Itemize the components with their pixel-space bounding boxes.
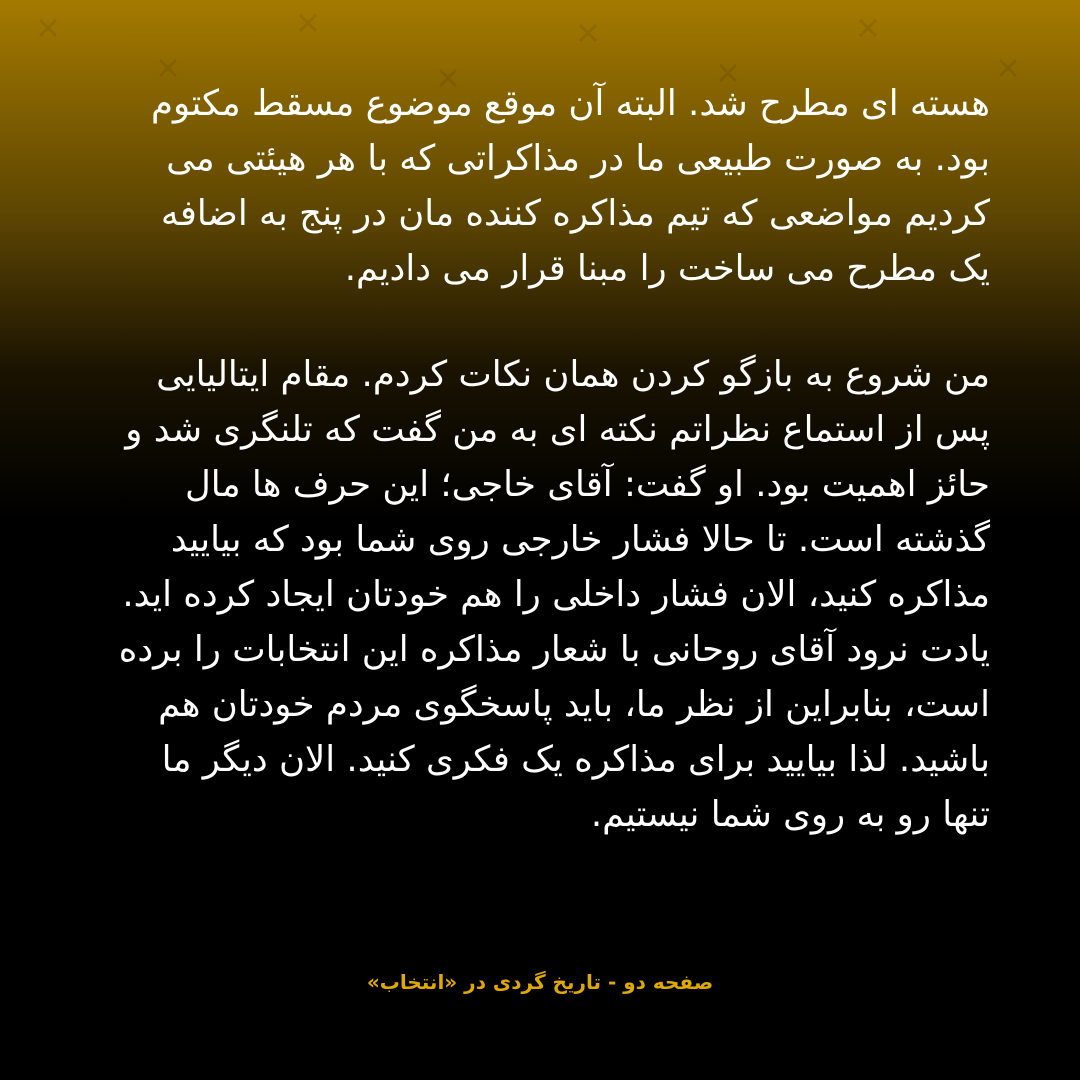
paragraph-line: یادت نرود آقای روحانی با شعار مذاکره این انتخابات را برده bbox=[118, 629, 990, 670]
paragraph-line: یک مطرح می ساخت را مبنا قرار می دادیم. bbox=[344, 248, 990, 289]
paragraph-line: باشید. لذا بیایید برای مذاکره یک فکری کنید. الان دیگر ما bbox=[161, 739, 990, 780]
paragraph-line: مذاکره کنید، الان فشار داخلی را هم خودتان ایجاد کرده اید. bbox=[122, 574, 990, 615]
paragraph-line: گذشته است. تا حالا فشار خارجی روی شما بود که بیایید bbox=[170, 519, 990, 560]
paragraph-1 bbox=[90, 76, 990, 296]
paragraph-line: پس از استماع نظراتم نکته ای به من گفت که تلنگری شد و bbox=[125, 409, 990, 450]
paragraph-line: تنها رو به روی شما نیستیم. bbox=[590, 794, 990, 835]
paragraph-line: حائز اهمیت بود. او گفت: آقای خاجی؛ این حرف ها مال bbox=[184, 464, 990, 505]
paragraph-line: کردیم مواضعی که تیم مذاکره کننده مان در پنج به اضافه bbox=[160, 193, 990, 234]
page-caption: صفحه دو - تاریخ گردی در «انتخاب» bbox=[366, 970, 714, 994]
paragraph-line: هسته ای مطرح شد. البته آن موقع موضوع مسقط مکتوم bbox=[151, 83, 990, 124]
paragraph-line: است، بنابراین از نظر ما، باید پاسخگوی مردم خودتان هم bbox=[158, 684, 990, 725]
paragraph-line: بود. به صورت طبیعی ما در مذاکراتی که با هر هیئتی می bbox=[166, 138, 990, 179]
paragraph-2 bbox=[90, 347, 990, 842]
paragraph-line: من شروع به بازگو کردن همان نکات کردم. مقام ایتالیایی bbox=[156, 354, 990, 395]
